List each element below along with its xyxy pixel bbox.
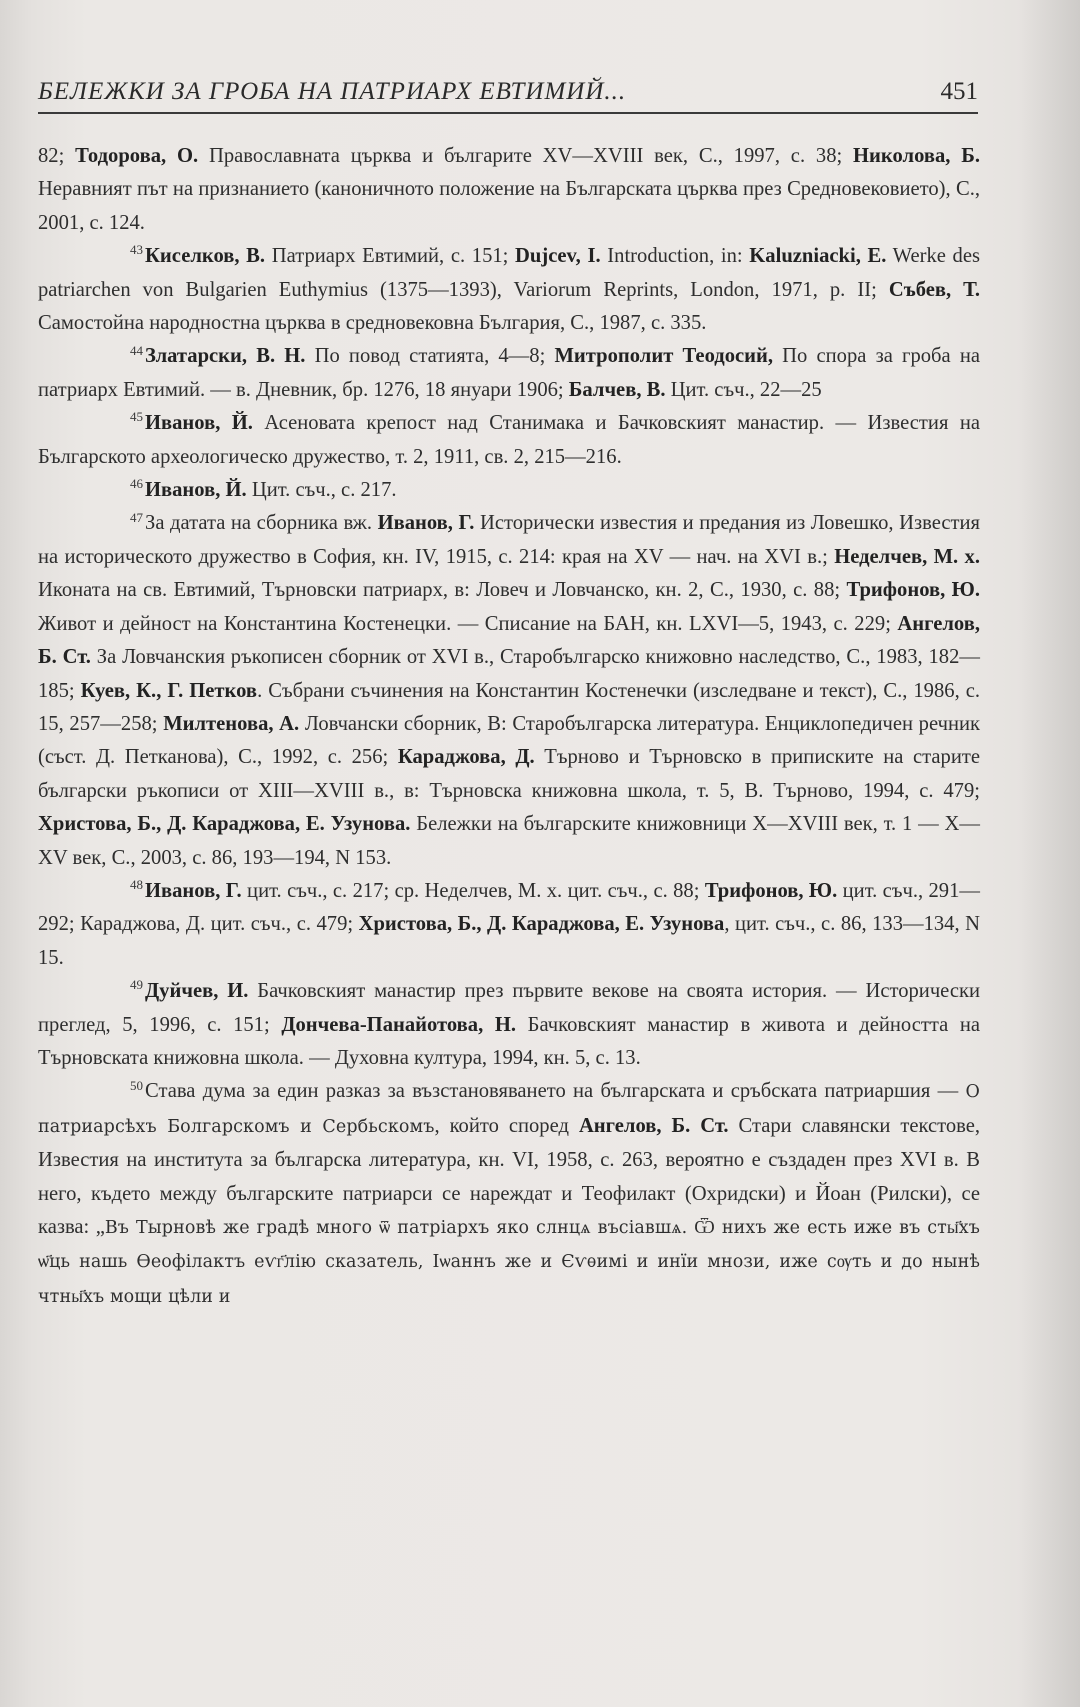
footnote-text: Търново и Търновско в приписките на старите български ръкописи от XIII—XVIII в., в: Търновска книжовна школа, т. 5, В. Търново, 1994, с. 479; [38, 746, 981, 802]
footnote [38, 1075, 980, 1314]
footnote-text: Цит. съч., с. 217. [246, 479, 397, 502]
footnote-number: 45 [130, 409, 143, 425]
footnote-text: За датата на сборника вж. [145, 512, 378, 535]
footnote-text: Werke des patriarchen von Bulgarien Euthymius (1375—1393), Variorum Reprints, London, 1971, p. II; [38, 245, 980, 301]
old-slavonic-quote: О патриарсѣхъ Болгарскомъ и Сербьскомъ [38, 1082, 980, 1137]
author-name: Иванов, Г. [377, 512, 475, 535]
author-name: Иванов, Г. [145, 879, 242, 902]
footnote-text: Цит. съч., 22—25 [665, 378, 822, 401]
author-name: Иванов, Й. [145, 412, 253, 435]
author-name: Балчев, В. [568, 378, 666, 401]
author-name: Dujcev, I. [515, 245, 601, 268]
footnote-number: 46 [130, 476, 143, 492]
footnote [38, 407, 980, 474]
footnote [38, 340, 980, 407]
footnote-number: 49 [130, 977, 143, 993]
footnote [38, 240, 980, 340]
footnote-number: 44 [130, 342, 143, 358]
footnote-text: Живот и дейност на Константина Костенецки. — Списание на БАН, кн. LXVI—5, 1943, с. 229; [38, 612, 898, 635]
footnote [38, 875, 980, 975]
footnote-text: Неравният път на признанието (каноничното положение на Българската църква през Средновековието), С., 2001, с. 124. [38, 178, 980, 234]
author-name: Трифонов, Ю. [846, 579, 980, 602]
author-name: Златарски, В. Н. [145, 345, 306, 368]
footnote-text: Става дума за един разказ за възстановяването на българската и сръбската патриаршия — [145, 1080, 966, 1103]
author-name: Христова, Б., Д. Караджова, Е. Узунова [358, 913, 725, 936]
footnote [38, 474, 980, 507]
footnote-text: Ловчански сборник, В: Старобългарска литература. Енциклопедичен речник (съст. Д. Петканова), С., 1992, с. 256; [38, 712, 981, 769]
footnote-text: Асеновата крепост над Станимака и Бачковският манастир. — Известия на Българското археологическо дружество, т. 2, 1911, св. 2, 215—216. [38, 412, 980, 468]
author-name: Киселков, В. [145, 245, 266, 268]
author-name: Митрополит Теодосий, [554, 345, 774, 368]
author-name: Иванов, Й. [145, 479, 247, 502]
page-number: 451 [940, 78, 978, 105]
footnote-number: 43 [130, 242, 143, 258]
footnotes-body [38, 140, 980, 1314]
author-name: Дончева-Панайотова, Н. [281, 1013, 517, 1036]
footnote-text: , цит. съч., с. 86, 133—134, N 15. [38, 913, 980, 969]
footnote-text: . Събрани съчинения на Константин Костенечки (изследване и текст), С., 1986, с. 15, 257—258; [38, 679, 981, 735]
author-name: Kaluzniacki, E. [749, 245, 887, 268]
footnote-text: Иконата на св. Евтимий, Търновски патриарх, в: Ловеч и Ловчанско, кн. 2, С., 1930, с. 88; [38, 579, 847, 602]
footnote [38, 975, 980, 1075]
author-name: Тодорова, О. [75, 145, 199, 167]
author-name: Събев, Т. [888, 278, 980, 301]
running-title: БЕЛЕЖКИ ЗА ГРОБА НА ПАТРИАРХ ЕВТИМИЙ... [38, 78, 627, 105]
footnote-number: 50 [130, 1077, 143, 1093]
author-name: Ангелов, Б. Ст. [38, 612, 980, 669]
footnote-text: По спора за гроба на патриарх Евтимий. — в. Дневник, бр. 1276, 18 януари 1906; [38, 345, 981, 401]
footnote-text: цит. съч., с. 217; ср. Неделчев, М. х. цит. съч., с. 88; [241, 879, 705, 902]
author-name: Христова, Б., Д. Караджова, Е. Узунова. [38, 813, 411, 836]
footnote-text: Стари славянски текстове, Известия на института за българска литература, кн. VI, 1958, с. 263, вероятно е създаден през XVI в. В него, където между българските патриарси се нареждат и Теофилакт (Охридски) и Йоан (Рилски), се казва: „ [38, 1114, 981, 1238]
author-name: Караджова, Д. [397, 746, 535, 769]
footnote-text: , който според [434, 1114, 579, 1137]
footnote-text: Introduction, in: [600, 245, 750, 268]
footnote-text: Православната църква и българите XV—XVIII век, С., 1997, с. 38; [198, 145, 854, 167]
author-name: Ангелов, Б. Ст. [578, 1114, 729, 1137]
footnote-text: По повод статията, 4—8; [305, 345, 555, 368]
footnote-text: За Ловчанския ръкописен сборник от XVI в., Старобългарско книжовно наследство, С., 1983, 182—185; [38, 646, 980, 702]
old-slavonic-quote: Въ Тырновѣ же градѣ много ѿ патріархъ яко слнцѧ въсіавшѧ. Ѿ нихъ же есть иже въ сты҃хъ ѡ҃ць нашь Ѳеофілактъ еѵг҃лію сказатель, Іѡаннъ же и Єѵѳимі и инїи мнози, иже сѹть и до нынѣ чтны҃хъ мощи цѣли и [38, 1218, 980, 1307]
footnote-text: Исторически известия и предания из Ловешко, Известия на историческото дружество в София, кн. IV, 1915, с. 214: края на XV — нач. на XVI в.; [38, 512, 980, 568]
footnote-text: 82; [38, 145, 76, 167]
author-name: Куев, К., Г. Петков [80, 679, 258, 702]
footnote-number: 47 [130, 509, 143, 525]
page-header [38, 78, 978, 114]
page-edge-shadow [1020, 0, 1080, 1707]
author-name: Николова, Б. [853, 145, 981, 167]
author-name: Неделчев, М. х. [834, 545, 980, 568]
footnote [38, 140, 980, 240]
author-name: Милтенова, А. [163, 712, 300, 735]
footnote-text: Бачковският манастир в живота и дейността на Търновската книжовна школа. — Духовна култура, 1994, кн. 5, с. 13. [38, 1013, 981, 1069]
footnote-text: Бележки на българските книжовници X—XVIII век, т. 1 — X—XV век, С., 2003, с. 86, 193—194, N 153. [38, 813, 980, 869]
footnote-text: Бачковският манастир през първите векове на своята история. — Исторически преглед, 5, 1996, с. 151; [38, 980, 980, 1036]
footnote-number: 48 [130, 877, 143, 893]
author-name: Дуйчев, И. [145, 980, 249, 1003]
footnote-text: Патриарх Евтимий, с. 151; [265, 245, 516, 268]
author-name: Трифонов, Ю. [704, 879, 838, 902]
footnote-text: Самостойна народностна църква в средновековна България, С., 1987, с. 335. [38, 312, 707, 335]
footnote [38, 507, 980, 874]
footnote-text: цит. съч., 291—292; Караджова, Д. цит. съч., с. 479; [38, 879, 980, 936]
